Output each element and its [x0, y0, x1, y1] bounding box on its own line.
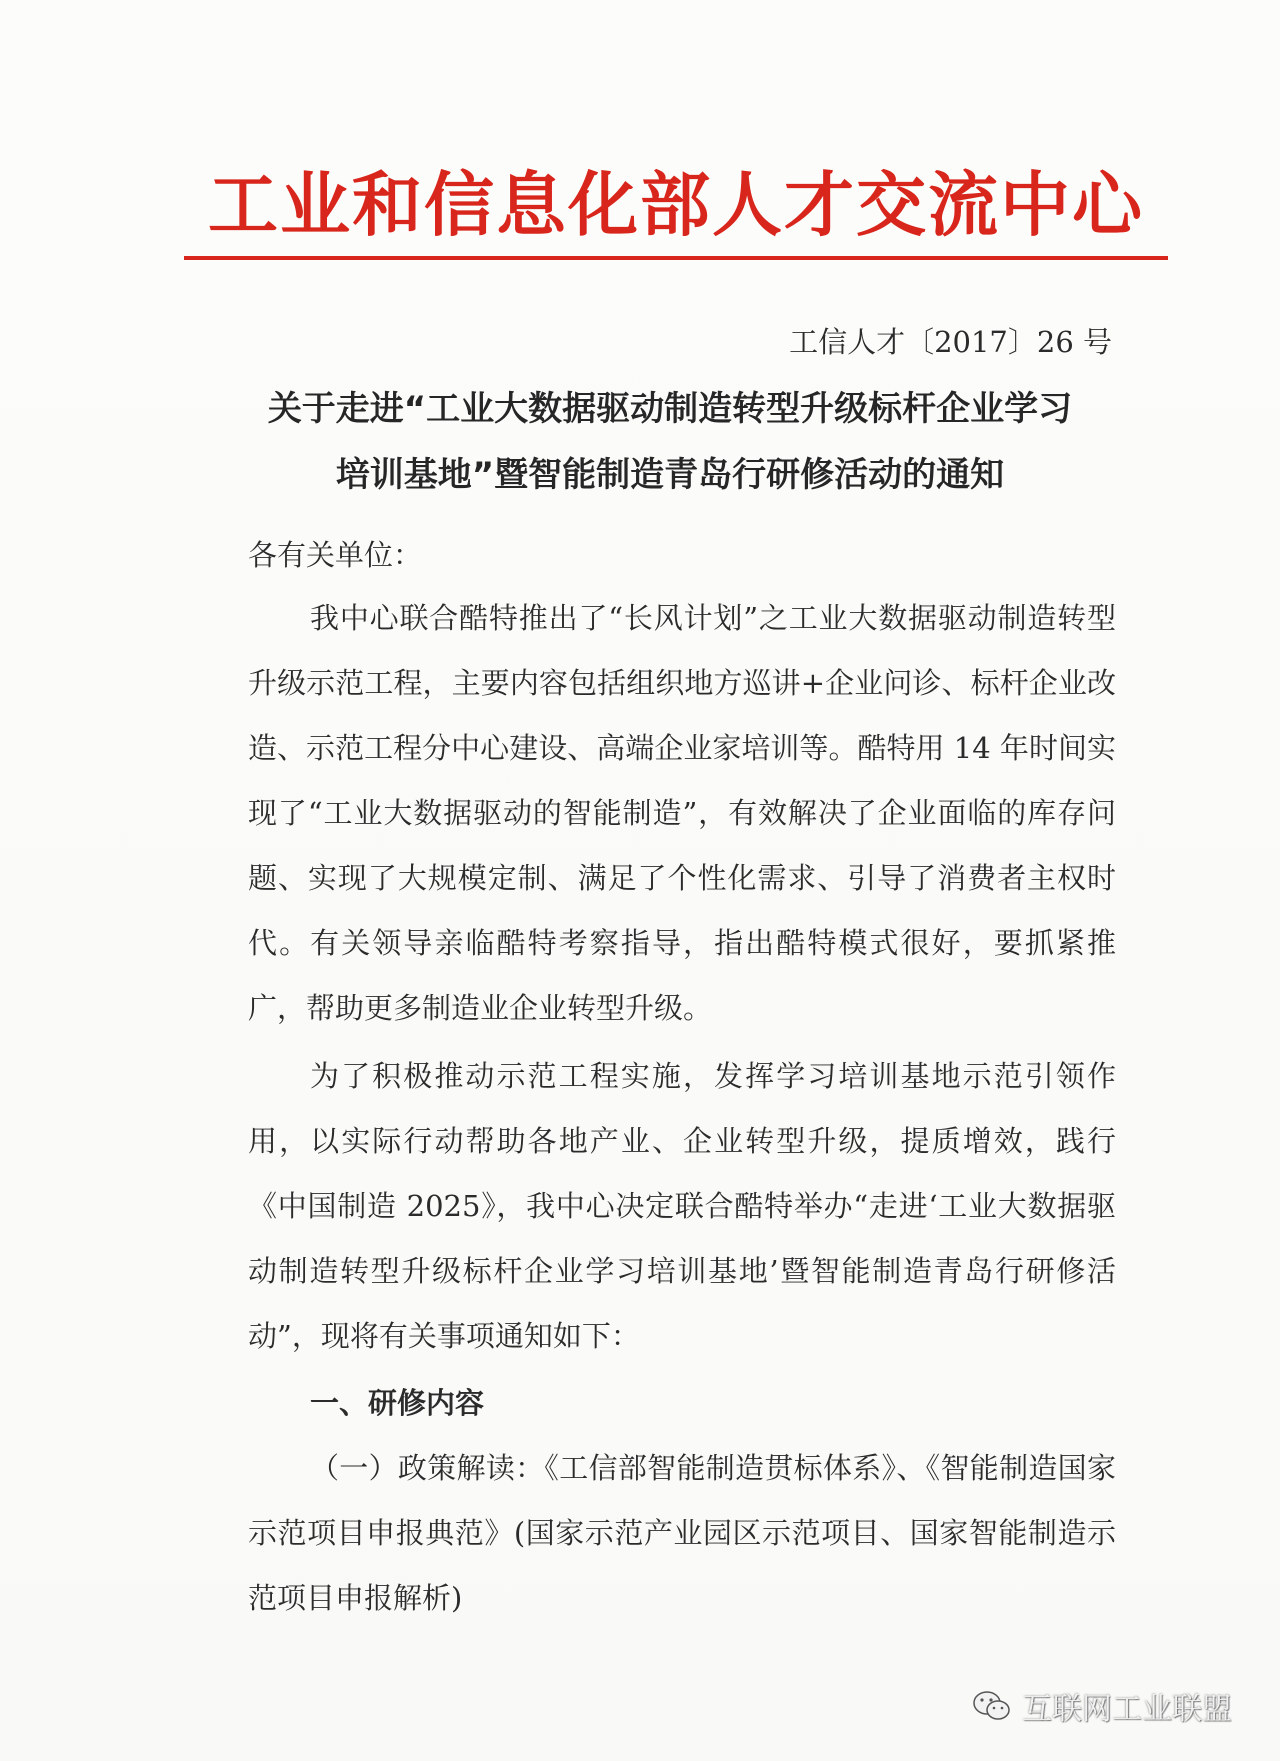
document-title-line-2: 培训基地”暨智能制造青岛行研修活动的通知	[335, 455, 1005, 495]
watermark-text: 互联网工业联盟	[1022, 1692, 1232, 1727]
document-title-line-1: 关于走进“工业大数据驱动制造转型升级标杆企业学习	[267, 389, 1073, 429]
letterhead-rule	[184, 256, 1168, 260]
section-heading: 一、研修内容	[310, 1386, 485, 1420]
body-paragraph-2: 为了积极推动示范工程实施，发挥学习培训基地示范引领作用，以实际行动帮助各地产业、企业转型升级，提质增效，践行《中国制造 2025》，我中心决定联合酷特举办“走进‘工业大数据驱动制造转型升级标杆企业学习培训基地’暨智能制造青岛行研修活动”，现将有关事项通知如下：	[248, 1059, 1116, 1353]
letterhead-title: 工业和信息化部人才交流中心	[208, 163, 1144, 246]
document-title	[220, 376, 1120, 508]
watermark	[972, 1684, 1232, 1728]
wechat-icon	[972, 1689, 1012, 1723]
salutation: 各有关单位：	[248, 538, 423, 572]
body-paragraph-1: 我中心联合酷特推出了“长风计划”之工业大数据驱动制造转型升级示范工程，主要内容包括组织地方巡讲+企业问诊、标杆企业改造、示范工程分中心建设、高端企业家培训等。酷特用 14 年时间实现了“工业大数据驱动的智能制造”，有效解决了企业面临的库存问题、实现了大规模定制、满足了个性化需求、引导了消费者主权时代。有关领导亲临酷特考察指导，指出酷特模式很好，要抓紧推广，帮助更多制造业企业转型升级。	[248, 601, 1116, 1025]
document-number: 工信人才〔2017〕26 号	[789, 325, 1112, 359]
section-item-1: （一）政策解读：《工信部智能制造贯标体系》、《智能制造国家示范项目申报典范》(国家示范产业园区示范项目、国家智能制造示范项目申报解析)	[248, 1451, 1116, 1615]
